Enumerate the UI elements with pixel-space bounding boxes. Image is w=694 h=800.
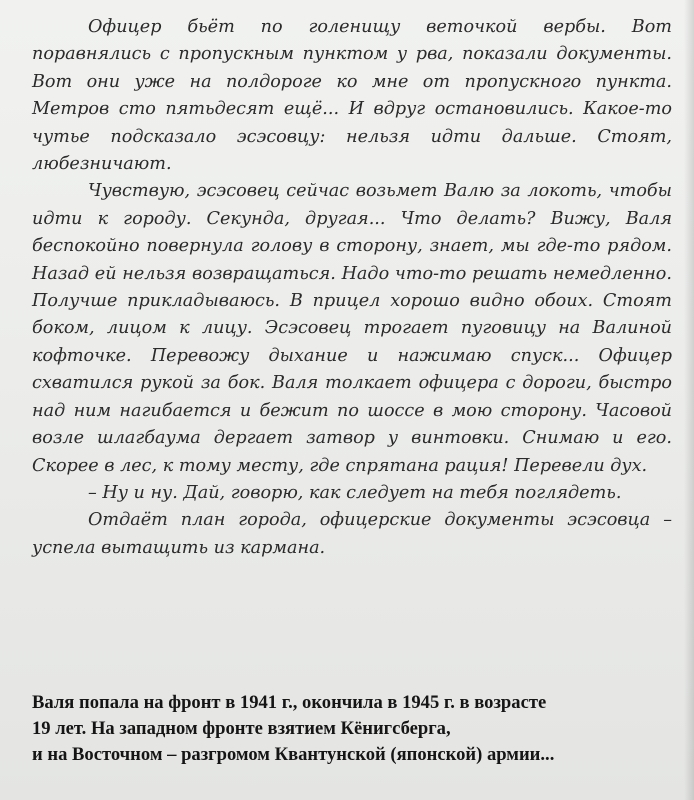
story-paragraph-2: Чувствую, эсэсовец сейчас возьмет Валю за локоть, чтобы идти к городу. Секунда, другая... Что делать? Вижу, Валя беспокойно повернула голову в сторону, знает, мы где-то рядом. Назад ей нельзя возвращаться. Надо что-то решать немедленно. Получше прикладываюсь. В прицел хорошо видно обоих. Стоят боком, лицом к лицу. Эсэсовец трогает пуговицу на Валиной кофточке. Перевожу дыхание и нажимаю спуск... Офицер схватился рукой за бок. Валя толкает офицера с дороги, быстро над ним нагибается и бежит по шоссе в мою сторону. Часовой возле шлагбаума дергает затвор у винтовки. Снимаю и его. Скорее в лес, к тому месту, где спрятана рация! Перевели дух. — [32, 181, 672, 476]
story-paragraph-3: – Ну и ну. Дай, говорю, как следует на тебя поглядеть. — [88, 482, 622, 503]
caption-line-2: 19 лет. На западном фронте взятием Кёнигсберга, — [32, 717, 451, 739]
caption-line-3: и на Восточном – разгромом Квантунской (японской) армии... — [32, 743, 555, 765]
story-paragraph-4: Отдаёт план города, офицерские документы эсэсовца – успела вытащить из кармана. — [32, 510, 672, 558]
story-text — [32, 14, 672, 562]
biography-caption — [32, 690, 682, 767]
caption-line-1: Валя попала на фронт в 1941 г., окончила в 1945 г. в возрасте — [32, 692, 547, 713]
story-paragraph-1: Офицер бьёт по голенищу веточкой вербы. Вот поравнялись с пропускным пунктом у рва, показали документы. Вот они уже на полдороге ко мне от пропускного пункта. Метров сто пятьдесят ещё... И вдруг остановились. Какое-то чутье подсказало эсэсовцу: нельзя идти дальше. Стоят, любезничают. — [32, 17, 672, 175]
